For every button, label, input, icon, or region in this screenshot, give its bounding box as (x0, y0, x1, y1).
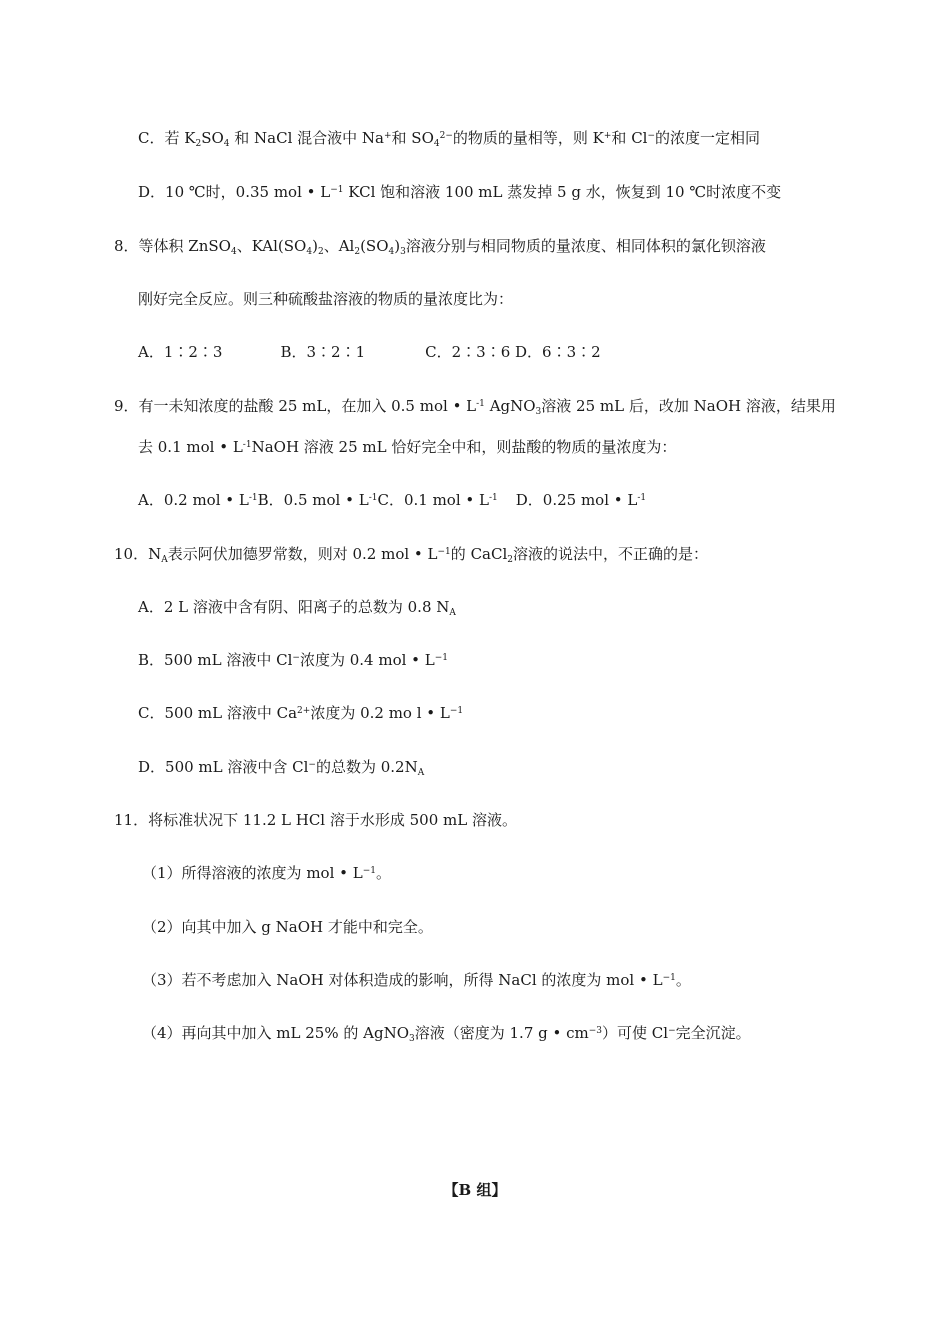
q11-part-2: （2）向其中加入 g NaOH 才能中和完全。 (142, 918, 433, 936)
q9-stem-line1: 9．有一未知浓度的盐酸 25 mL，在加入 0.5 mol • $L^{-1}$ AgNO$_3$溶液 25 mL 后，改加 NaOH 溶液，结果用 (114, 397, 836, 417)
q10-stem: 10．$N_A$表示阿伏加德罗常数，则对 0.2 mol • $L^{-1}$的 CaCl$_2$溶液的说法中，不正确的是： (114, 545, 709, 565)
q10-option-c: C．500 mL 溶液中 $Ca^{2+}$浓度为 0.2 mo l • $L^{-1}$ (138, 704, 464, 722)
q7-option-c: C．若 $K_2SO_4$ 和 NaCl 混合液中 Na+和 $SO_4^{2-}$的物质的量相等，则 K+和 Cl−的浓度一定相同 (138, 129, 761, 149)
q8-options: A．1∶2∶3 B．3∶2∶1 C．2∶3∶6 D．6∶3∶2 (138, 343, 601, 361)
q10-option-b: B．500 mL 溶液中 Cl−浓度为 0.4 mol • $L^{-1}$ (138, 651, 449, 669)
q8-stem-line2: 刚好完全反应。则三种硫酸盐溶液的物质的量浓度比为： (138, 290, 514, 308)
q11-part-1: （1）所得溶液的浓度为 mol • $L^{-1}$。 (142, 864, 392, 882)
q10-option-d: D．500 mL 溶液中含 Cl−的总数为 $0.2N_A$ (138, 758, 425, 778)
q10-option-a: A．2 L 溶液中含有阴、阳离子的总数为 0.8 $N_A$ (138, 598, 456, 618)
q7-option-d: D．10 ℃时，0.35 mol • $L^{-1}$ KCl 饱和溶液 100 mL 蒸发掉 5 g 水，恢复到 10 ℃时浓度不变 (138, 183, 782, 201)
q11-part-4: （4）再向其中加入 mL 25% 的 AgNO$_3$溶液（密度为 1.7 g • $cm^{-3}$）可使 Cl−完全沉淀。 (142, 1024, 751, 1044)
q8-stem-line1: 8．等体积 ZnSO$_4$、$KAl(SO_4)_2$、$Al_2(SO_4)_3$溶液分别与相同物质的量浓度、相同体积的氯化钡溶液 (114, 237, 766, 257)
q11-stem: 11．将标准状况下 11.2 L HCl 溶于水形成 500 mL 溶液。 (114, 811, 517, 829)
q9-options: A．0.2 mol • $L^{-1}B$．0.5 mol • $L^{-1}C$．0.1 mol • $L^{-1}$ D．0.25 mol • $L^{-1}$ (138, 491, 647, 509)
section-title-b-group: 【B 组】 (443, 1181, 507, 1199)
q11-part-3: （3）若不考虑加入 NaOH 对体积造成的影响，所得 NaCl 的浓度为 mol • $L^{-1}$。 (142, 971, 691, 989)
q9-stem-line2: 去 0.1 mol • $L^{-1}NaOH$ 溶液 25 mL 恰好完全中和，则盐酸的物质的量浓度为： (138, 438, 677, 456)
